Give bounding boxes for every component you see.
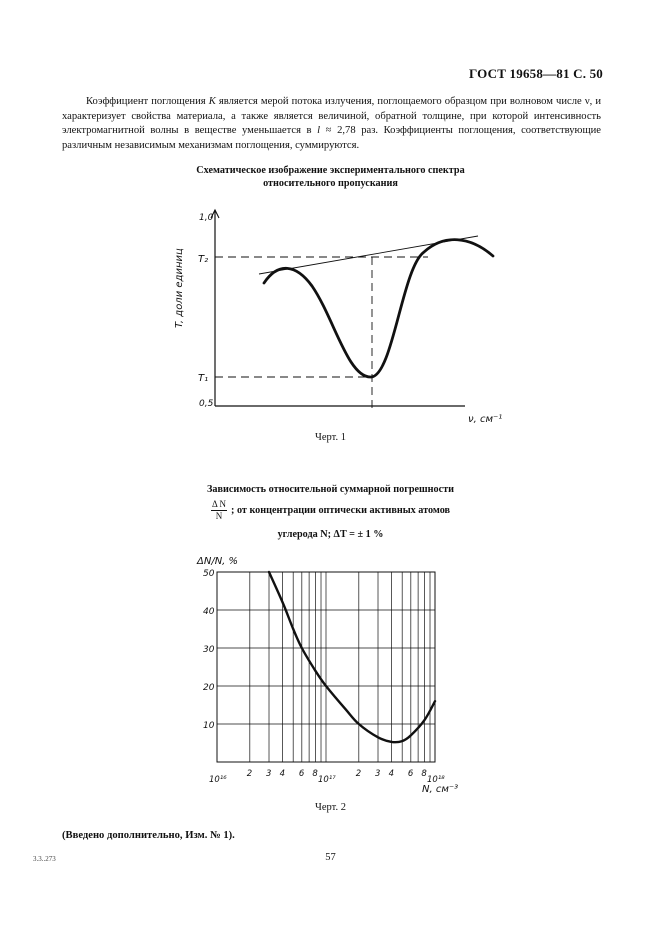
figure2-title-line2-text: ; от концентрации оптически активных атомов bbox=[231, 504, 451, 516]
figure2-x-minor-label: 2 bbox=[355, 769, 362, 779]
figure2-x-decade-label: 10¹⁶ bbox=[209, 775, 227, 785]
figure1-spectrum-curve bbox=[264, 240, 493, 377]
figure2-x-axis-label: N, см⁻³ bbox=[422, 784, 459, 795]
figure2-y-tick-label: 50 bbox=[203, 569, 215, 579]
figure2-x-minor-label: 6 bbox=[298, 769, 305, 779]
figure2-y-tick-label: 40 bbox=[203, 607, 215, 617]
paragraph-text-1: Коэффициент поглощения bbox=[86, 96, 209, 107]
figure2-title-fraction bbox=[211, 499, 227, 522]
print-code: 3.3..273 bbox=[33, 855, 56, 863]
figure1-level-t1: T₁ bbox=[198, 373, 209, 384]
figure2-title-line2 bbox=[0, 499, 661, 522]
figure2-chart bbox=[185, 545, 475, 805]
figure2-fraction-numerator: Δ N bbox=[211, 499, 226, 509]
figure2-x-minor-label: 6 bbox=[407, 769, 414, 779]
figure1-tick-top: 1,0 bbox=[199, 213, 214, 223]
figure2-title-line3: углерода N; ΔT = ± 1 % bbox=[277, 529, 384, 540]
amendment-note: (Введено дополнительно, Изм. № 1). bbox=[62, 830, 235, 841]
figure2-x-decade-label: 10¹⁷ bbox=[318, 775, 336, 785]
figure2-y-axis-label: ΔN/N, % bbox=[197, 556, 239, 567]
page-number: 57 bbox=[325, 852, 336, 863]
figure1-caption: Черт. 1 bbox=[315, 432, 346, 443]
figure1-title-line1: Схематическое изображение экспериментального спектра bbox=[196, 165, 465, 176]
figure2-fraction-denominator: N bbox=[215, 511, 223, 521]
figure2-error-curve bbox=[269, 572, 435, 742]
figure1-chart bbox=[165, 198, 515, 428]
paragraph-text-3: ≈ 2,78 раз. Коэффициенты поглощения, соответствующие различным независимым механизмам поглощения, суммируются. bbox=[62, 125, 601, 151]
figure2-x-decade-label: 10¹⁸ bbox=[427, 775, 445, 785]
symbol-l: l bbox=[317, 125, 321, 137]
figure2-y-tick-label: 30 bbox=[203, 645, 215, 655]
figure2-x-minor-label: 8 bbox=[421, 769, 427, 779]
figure1-y-axis-label: T, доли единиц bbox=[174, 248, 185, 328]
symbol-k: K bbox=[208, 96, 216, 107]
figure2-x-minor-label: 3 bbox=[266, 769, 272, 779]
figure1-x-axis-label: ν, см⁻¹ bbox=[468, 414, 503, 425]
figure2-y-tick-label: 10 bbox=[203, 721, 215, 731]
figure2-x-minor-label: 4 bbox=[388, 769, 395, 779]
figure2-caption: Черт. 2 bbox=[315, 802, 346, 813]
figure1-title bbox=[0, 164, 661, 190]
figure2-x-minor-label: 4 bbox=[279, 769, 286, 779]
figure1-level-t2: T₂ bbox=[198, 254, 209, 265]
figure2-x-minor-label: 2 bbox=[246, 769, 253, 779]
figure2-x-minor-label: 3 bbox=[375, 769, 381, 779]
figure2-title-line1: Зависимость относительной суммарной погрешности bbox=[207, 484, 454, 495]
figure1-tick-bottom: 0,5 bbox=[199, 399, 214, 409]
figure2-y-ticks bbox=[203, 569, 215, 731]
figure2-grid bbox=[217, 572, 435, 762]
body-paragraph bbox=[62, 95, 601, 153]
figure2-x-minor-label: 8 bbox=[312, 769, 318, 779]
figure2-y-tick-label: 20 bbox=[203, 683, 215, 693]
document-header: ГОСТ 19658—81 С. 50 bbox=[469, 66, 603, 81]
figure2-x-ticks bbox=[209, 769, 445, 785]
figure1-title-line2: относительного пропускания bbox=[263, 178, 398, 189]
paragraph-text-2: является мерой потока излучения, поглощаемого образцом при волновом числе ν, и характеризует свойства материала, а также является величиной, обратной толщине, при которой интенсивность электромагнитной волны в веществе уменьшается в bbox=[62, 96, 601, 137]
